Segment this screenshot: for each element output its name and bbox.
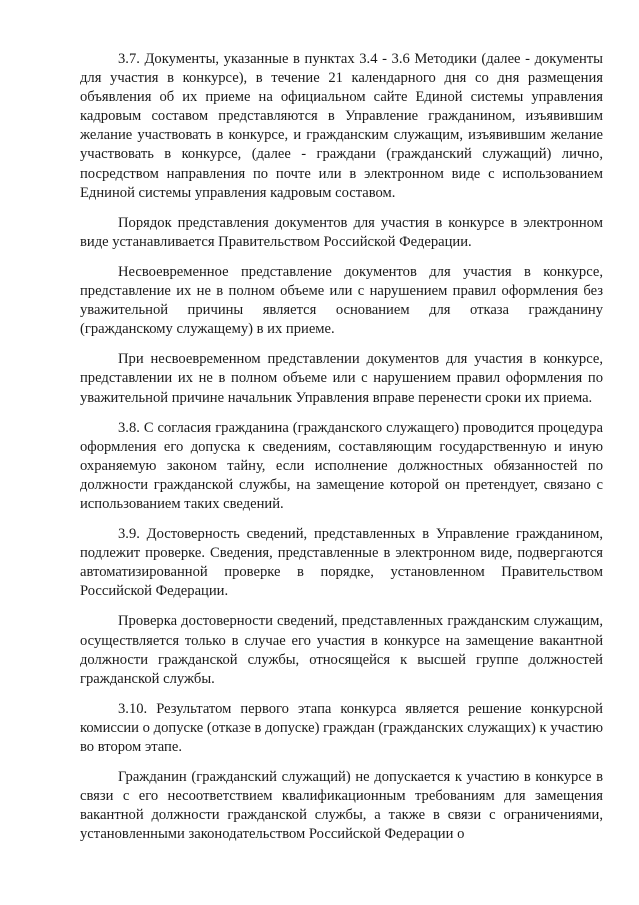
paragraph-not-admitted: Гражданин (гражданский служащий) не допускается к участию в конкурсе в связи с его несоответствием квалификационным требованиям для замещения вакантной должности гражданской службы, а также в связи с ограничениями, установленными законодательством Российской Федерации о (80, 769, 603, 843)
paragraph-verification: Проверка достоверности сведений, представленных гражданским служащим, осуществляется только в случае его участия в конкурсе на замещение вакантной должности гражданской службы, относящейся к высшей группе должностей гражданской службы. (80, 613, 603, 687)
paragraph-3-9: 3.9. Достоверность сведений, представленных в Управление гражданином, подлежит проверке. Сведения, представленные в электронном виде, подвергаются автоматизированной проверке в порядке, установленном Правительством Российской Федерации. (80, 526, 603, 600)
paragraph-late-submission-refusal: Несвоевременное представление документов для участия в конкурсе, представление их не в полном объеме или с нарушением правил оформления без уважительной причины является основанием для отказа гражданину (гражданскому служащему) в их приеме. (80, 263, 603, 338)
paragraph-late-submission-extension: При несвоевременном представлении документов для участия в конкурсе, представлении их не в полном объеме или с нарушением правил оформления по уважительной причине начальник Управления вправе перенести сроки их приема. (80, 351, 603, 406)
paragraph-3-7: 3.7. Документы, указанные в пунктах 3.4 - 3.6 Методики (далее - документы для участия в конкурсе), в течение 21 календарного дня со дня размещения объявления об их приеме на официальном сайте Единой системы управления кадровым составом представляются в Управление гражданином, изъявившим желание участвовать в конкурсе, и гражданским служащим, изъявившим желание участвовать в конкурсе, (далее - граждани (гражданский служащий) лично, посредством направления по почте или в электронном виде с использованием Едниной системы управления кадровым составом. (80, 51, 603, 201)
paragraph-3-10: 3.10. Результатом первого этапа конкурса является решение конкурсной комиссии о допуске (отказе в допуске) граждан (гражданских служащих) к участию во втором этапе. (80, 700, 603, 755)
document-body (80, 50, 603, 855)
paragraph-submission-procedure: Порядок представления документов для участия в конкурсе в электронном виде устанавливается Правительством Российской Федерации. (80, 214, 603, 250)
paragraph-3-8: 3.8. С согласия гражданина (гражданского служащего) проводится процедура оформления его допуска к сведениям, составляющим государственную и иную охраняемую законом тайну, если исполнение должностных обязанностей по должности гражданской службы, на замещение которой он претендует, связано с использованием таких сведений. (80, 419, 603, 512)
